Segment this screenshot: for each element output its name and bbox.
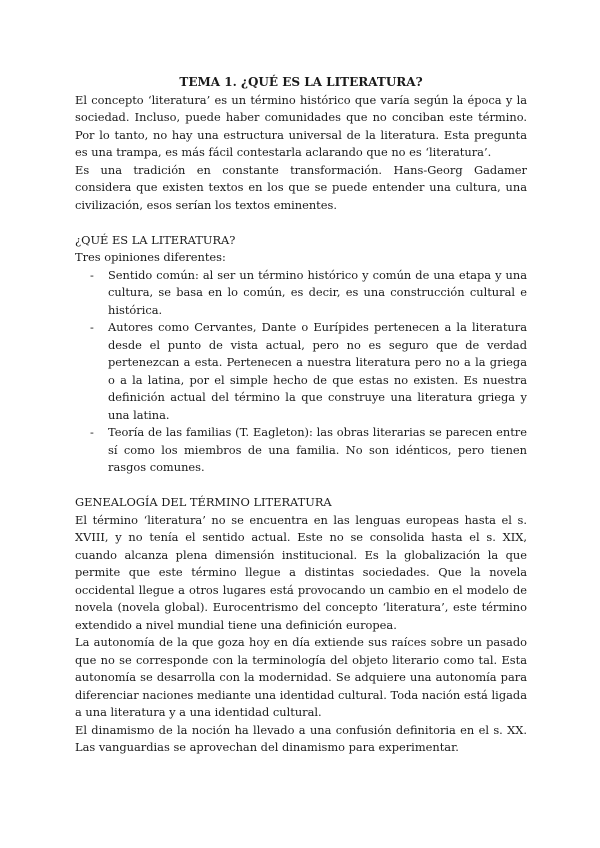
section-lead: Tres opiniones diferentes: <box>75 250 226 264</box>
list-item-text: Autores como Cervantes, Dante o Eurípides pertenecen a la literatura desde el punto de vista actual, pero no es seguro que de verdad pertenezcan a esta. Pertenecen a nuestra literatura pero no a la griega o a la latina, por el simple hecho de que estas no existen. Es nuestra definición actual del término la que construye una literatura griega y una latina. <box>108 320 527 422</box>
list-item <box>90 424 527 477</box>
list-item-text: Sentido común: al ser un término histórico y común de una etapa y una cultura, se basa en lo común, es decir, es una construcción cultural e histórica. <box>108 267 527 317</box>
list-item-text: Teoría de las familias (T. Eagleton): las obras literarias se parecen entre sí como los miembros de una familia. No son idénticos, pero tienen rasgos comunes. <box>108 425 527 474</box>
list-item <box>90 267 527 320</box>
genealogia-paragraph-1: El término ‘literatura’ no se encuentra en las lenguas europeas hasta el s. XVIII, y no tenía el sentido actual. Este no se consolida hasta el s. XIX, cuando alcanza plena dimensión institucional. Es la globalización la que permite que este término llegue a distintas sociedades. Que la novela occidental llegue a otros lugares está provocando un cambio en el modelo de novela (novela global). Eurocentrismo del concepto ‘literatura’, este término extendido a nivel mundial tiene una definición europea. <box>75 512 527 632</box>
list-item <box>90 319 527 424</box>
document-page <box>75 74 527 757</box>
genealogia-paragraph-2: La autonomía de la que goza hoy en día extiende sus raíces sobre un pasado que no se corresponde con la terminología del objeto literario como tal. Esta autonomía se desarrolla con la modernidad. Se adquiere una autonomía para diferenciar naciones mediante una identidad cultural. Toda nación está ligada a una literatura y a una identidad cultural. <box>75 635 527 719</box>
opinions-list <box>75 267 527 477</box>
intro-paragraph-2: Es una tradición en constante transformación. Hans-Georg Gadamer considera que existen textos en los que se puede entender una cultura, una civilización, esos serían los textos eminentes. <box>75 162 527 212</box>
dash-bullet: - <box>90 267 94 282</box>
section-heading-que-es: ¿QUÉ ES LA LITERATURA? <box>75 232 236 247</box>
intro-paragraph-1: El concepto ‘literatura’ es un término histórico que varía según la época y la sociedad. Incluso, puede haber comunidades que no conciban este término. Por lo tanto, no hay una estructura universal de la literatura. Esta pregunta es una trampa, es más fácil contestarla aclarando que no es ‘literatura’. <box>75 92 527 159</box>
page-title: TEMA 1. ¿QUÉ ES LA LITERATURA? <box>179 75 423 89</box>
dash-bullet: - <box>90 425 94 439</box>
dash-bullet: - <box>90 320 94 334</box>
genealogia-paragraph-3: El dinamismo de la noción ha llevado a una confusión definitoria en el s. XX. Las vanguardias se aprovechan del dinamismo para experimentar. <box>75 722 527 754</box>
section-heading-genealogia: GENEALOGÍA DEL TÉRMINO LITERATURA <box>75 495 332 509</box>
